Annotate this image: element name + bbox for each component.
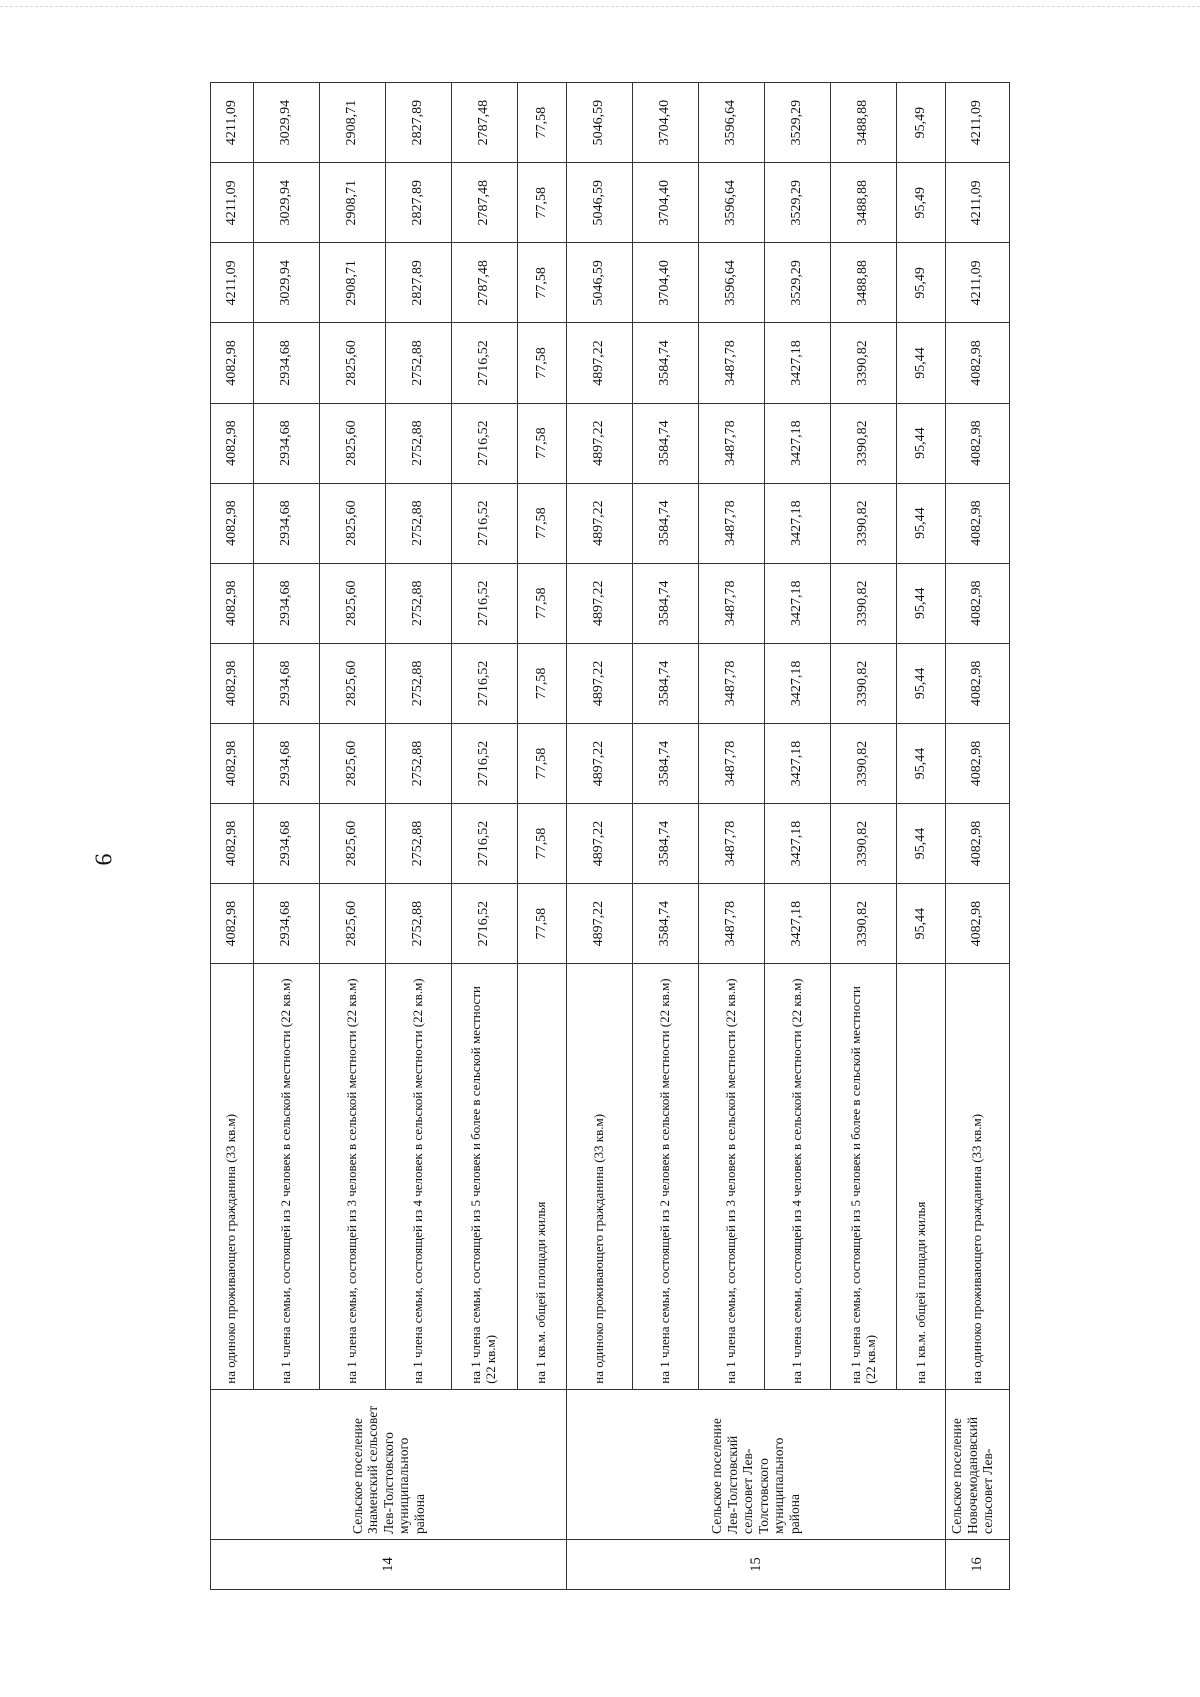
value-cell: 3487,78 [698,884,764,964]
value-cell: 4082,98 [946,403,1010,483]
value-cell: 3427,18 [764,563,830,643]
value-cell: 77,58 [517,884,566,964]
value-cell: 4082,98 [946,563,1010,643]
table-row [253,83,319,1590]
table-row [897,83,946,1590]
table-row [517,83,566,1590]
value-cell: 2787,48 [451,83,517,163]
value-cell: 2752,88 [385,884,451,964]
norm-description: на 1 члена семьи, состоящей из 4 человек в сельской местности (22 кв.м) [385,964,451,1390]
value-cell: 4082,98 [211,884,254,964]
table-row [385,83,451,1590]
value-cell: 4897,22 [566,804,632,884]
value-cell: 2716,52 [451,563,517,643]
value-cell: 2752,88 [385,723,451,803]
value-cell: 4082,98 [211,563,254,643]
value-cell: 3584,74 [632,643,698,723]
norm-description: на одиноко проживающего гражданина (33 кв.м) [566,964,632,1390]
value-cell: 4082,98 [946,804,1010,884]
norm-description: на 1 члена семьи, состоящей из 4 человек в сельской местности (22 кв.м) [764,964,830,1390]
value-cell: 95,49 [897,83,946,163]
value-cell: 2934,68 [253,483,319,563]
value-cell: 4082,98 [211,403,254,483]
value-cell: 2825,60 [319,643,385,723]
value-cell: 3487,78 [698,403,764,483]
value-cell: 77,58 [517,563,566,643]
value-cell: 2908,71 [319,243,385,323]
value-cell: 77,58 [517,323,566,403]
value-cell: 3487,78 [698,643,764,723]
norm-description: на 1 члена семьи, состоящей из 3 человек в сельской местности (22 кв.м) [698,964,764,1390]
value-cell: 3584,74 [632,403,698,483]
value-cell: 77,58 [517,723,566,803]
value-cell: 4082,98 [946,643,1010,723]
norm-description: на 1 кв.м. общей площади жилья [517,964,566,1390]
value-cell: 2934,68 [253,403,319,483]
value-cell: 2934,68 [253,563,319,643]
row-index: 14 [211,1539,567,1589]
value-cell: 3529,29 [764,83,830,163]
value-cell: 3704,40 [632,243,698,323]
value-cell: 3390,82 [830,483,896,563]
value-cell: 3390,82 [830,323,896,403]
norm-description: на 1 члена семьи, состоящей из 2 человек в сельской местности (22 кв.м) [253,964,319,1390]
table-row [830,83,896,1590]
value-cell: 2716,52 [451,723,517,803]
value-cell: 3427,18 [764,884,830,964]
value-cell: 2752,88 [385,323,451,403]
value-cell: 77,58 [517,243,566,323]
value-cell: 77,58 [517,804,566,884]
table-row [319,83,385,1590]
value-cell: 3029,94 [253,163,319,243]
value-cell: 4897,22 [566,563,632,643]
rotated-table-container [210,82,1010,1590]
value-cell: 2716,52 [451,323,517,403]
norm-description: на 1 члена семьи, состоящей из 5 человек и более в сельской местности (22 кв.м) [830,964,896,1390]
value-cell: 2934,68 [253,804,319,884]
value-cell: 95,44 [897,483,946,563]
value-cell: 2752,88 [385,483,451,563]
tariff-table [210,82,1010,1590]
value-cell: 4082,98 [211,723,254,803]
value-cell: 2752,88 [385,643,451,723]
value-cell: 95,44 [897,643,946,723]
value-cell: 3596,64 [698,163,764,243]
value-cell: 4211,09 [946,83,1010,163]
value-cell: 2908,71 [319,163,385,243]
value-cell: 3596,64 [698,243,764,323]
norm-description: на одиноко проживающего гражданина (33 кв.м) [211,964,254,1390]
table-row [764,83,830,1590]
value-cell: 2827,89 [385,83,451,163]
value-cell: 3487,78 [698,804,764,884]
value-cell: 95,44 [897,723,946,803]
value-cell: 3488,88 [830,163,896,243]
value-cell: 3488,88 [830,83,896,163]
table-row [566,83,632,1590]
value-cell: 3704,40 [632,83,698,163]
value-cell: 2716,52 [451,483,517,563]
value-cell: 4211,09 [211,243,254,323]
value-cell: 2752,88 [385,563,451,643]
value-cell: 77,58 [517,643,566,723]
value-cell: 4211,09 [946,243,1010,323]
value-cell: 3487,78 [698,483,764,563]
value-cell: 4211,09 [946,163,1010,243]
value-cell: 4082,98 [946,483,1010,563]
value-cell: 4082,98 [946,884,1010,964]
value-cell: 3427,18 [764,643,830,723]
value-cell: 2825,60 [319,884,385,964]
table-row [946,83,1010,1590]
value-cell: 2752,88 [385,804,451,884]
norm-description: на одиноко проживающего гражданина (33 кв.м) [946,964,1010,1390]
value-cell: 4082,98 [211,804,254,884]
value-cell: 2825,60 [319,563,385,643]
table-row [211,83,254,1590]
value-cell: 3029,94 [253,243,319,323]
value-cell: 4897,22 [566,884,632,964]
value-cell: 4897,22 [566,403,632,483]
value-cell: 3487,78 [698,723,764,803]
value-cell: 4211,09 [211,83,254,163]
value-cell: 3427,18 [764,403,830,483]
scan-edge-line [0,6,1200,7]
value-cell: 3584,74 [632,563,698,643]
value-cell: 3584,74 [632,323,698,403]
value-cell: 4897,22 [566,723,632,803]
norm-description: на 1 члена семьи, состоящей из 3 человек в сельской местности (22 кв.м) [319,964,385,1390]
value-cell: 2825,60 [319,403,385,483]
settlement-name: Сельское поселение Новочемодановский сельсовет Лев- [946,1389,1010,1539]
value-cell: 2827,89 [385,243,451,323]
value-cell: 2934,68 [253,723,319,803]
value-cell: 3427,18 [764,323,830,403]
value-cell: 2825,60 [319,323,385,403]
value-cell: 5046,59 [566,163,632,243]
value-cell: 3390,82 [830,403,896,483]
value-cell: 2716,52 [451,643,517,723]
value-cell: 4082,98 [211,323,254,403]
value-cell: 95,44 [897,403,946,483]
norm-description: на 1 кв.м. общей площади жилья [897,964,946,1390]
value-cell: 3427,18 [764,723,830,803]
value-cell: 95,44 [897,884,946,964]
value-cell: 3596,64 [698,83,764,163]
value-cell: 77,58 [517,483,566,563]
value-cell: 2934,68 [253,643,319,723]
value-cell: 4082,98 [946,323,1010,403]
settlement-name: Сельское поселение Знаменский сельсовет Лев-Толстовского муниципального района [211,1389,567,1539]
value-cell: 4897,22 [566,323,632,403]
value-cell: 3529,29 [764,163,830,243]
value-cell: 2908,71 [319,83,385,163]
value-cell: 3584,74 [632,884,698,964]
value-cell: 2825,60 [319,483,385,563]
value-cell: 95,49 [897,163,946,243]
value-cell: 3584,74 [632,804,698,884]
value-cell: 3390,82 [830,723,896,803]
value-cell: 3487,78 [698,563,764,643]
value-cell: 2716,52 [451,403,517,483]
value-cell: 2934,68 [253,884,319,964]
value-cell: 5046,59 [566,243,632,323]
value-cell: 4082,98 [946,723,1010,803]
value-cell: 3584,74 [632,483,698,563]
value-cell: 4082,98 [211,483,254,563]
value-cell: 3704,40 [632,163,698,243]
value-cell: 2825,60 [319,723,385,803]
value-cell: 3390,82 [830,804,896,884]
value-cell: 4082,98 [211,643,254,723]
table-row [698,83,764,1590]
value-cell: 3427,18 [764,804,830,884]
value-cell: 2716,52 [451,884,517,964]
value-cell: 3487,78 [698,323,764,403]
value-cell: 3427,18 [764,483,830,563]
value-cell: 5046,59 [566,83,632,163]
norm-description: на 1 члена семьи, состоящей из 2 человек в сельской местности (22 кв.м) [632,964,698,1390]
value-cell: 2825,60 [319,804,385,884]
value-cell: 2827,89 [385,163,451,243]
value-cell: 3390,82 [830,643,896,723]
value-cell: 95,44 [897,323,946,403]
value-cell: 77,58 [517,403,566,483]
value-cell: 3390,82 [830,563,896,643]
value-cell: 3584,74 [632,723,698,803]
value-cell: 3529,29 [764,243,830,323]
value-cell: 3488,88 [830,243,896,323]
value-cell: 2787,48 [451,163,517,243]
norm-description: на 1 члена семьи, состоящей из 5 человек и более в сельской местности (22 кв.м) [451,964,517,1390]
value-cell: 2934,68 [253,323,319,403]
value-cell: 4897,22 [566,483,632,563]
row-index: 16 [946,1539,1010,1589]
value-cell: 2716,52 [451,804,517,884]
value-cell: 77,58 [517,83,566,163]
page-number: 9 [89,853,116,866]
table-row [632,83,698,1590]
row-index: 15 [566,1539,945,1589]
value-cell: 95,44 [897,563,946,643]
value-cell: 4211,09 [211,163,254,243]
value-cell: 4897,22 [566,643,632,723]
table-row [451,83,517,1590]
value-cell: 3029,94 [253,83,319,163]
value-cell: 2787,48 [451,243,517,323]
value-cell: 3390,82 [830,884,896,964]
table-body [211,83,1010,1590]
value-cell: 77,58 [517,163,566,243]
value-cell: 95,49 [897,243,946,323]
value-cell: 2752,88 [385,403,451,483]
value-cell: 95,44 [897,804,946,884]
settlement-name: Сельское поселение Лев-Толстовский сельсовет Лев-Толстовского муниципального района [566,1389,945,1539]
